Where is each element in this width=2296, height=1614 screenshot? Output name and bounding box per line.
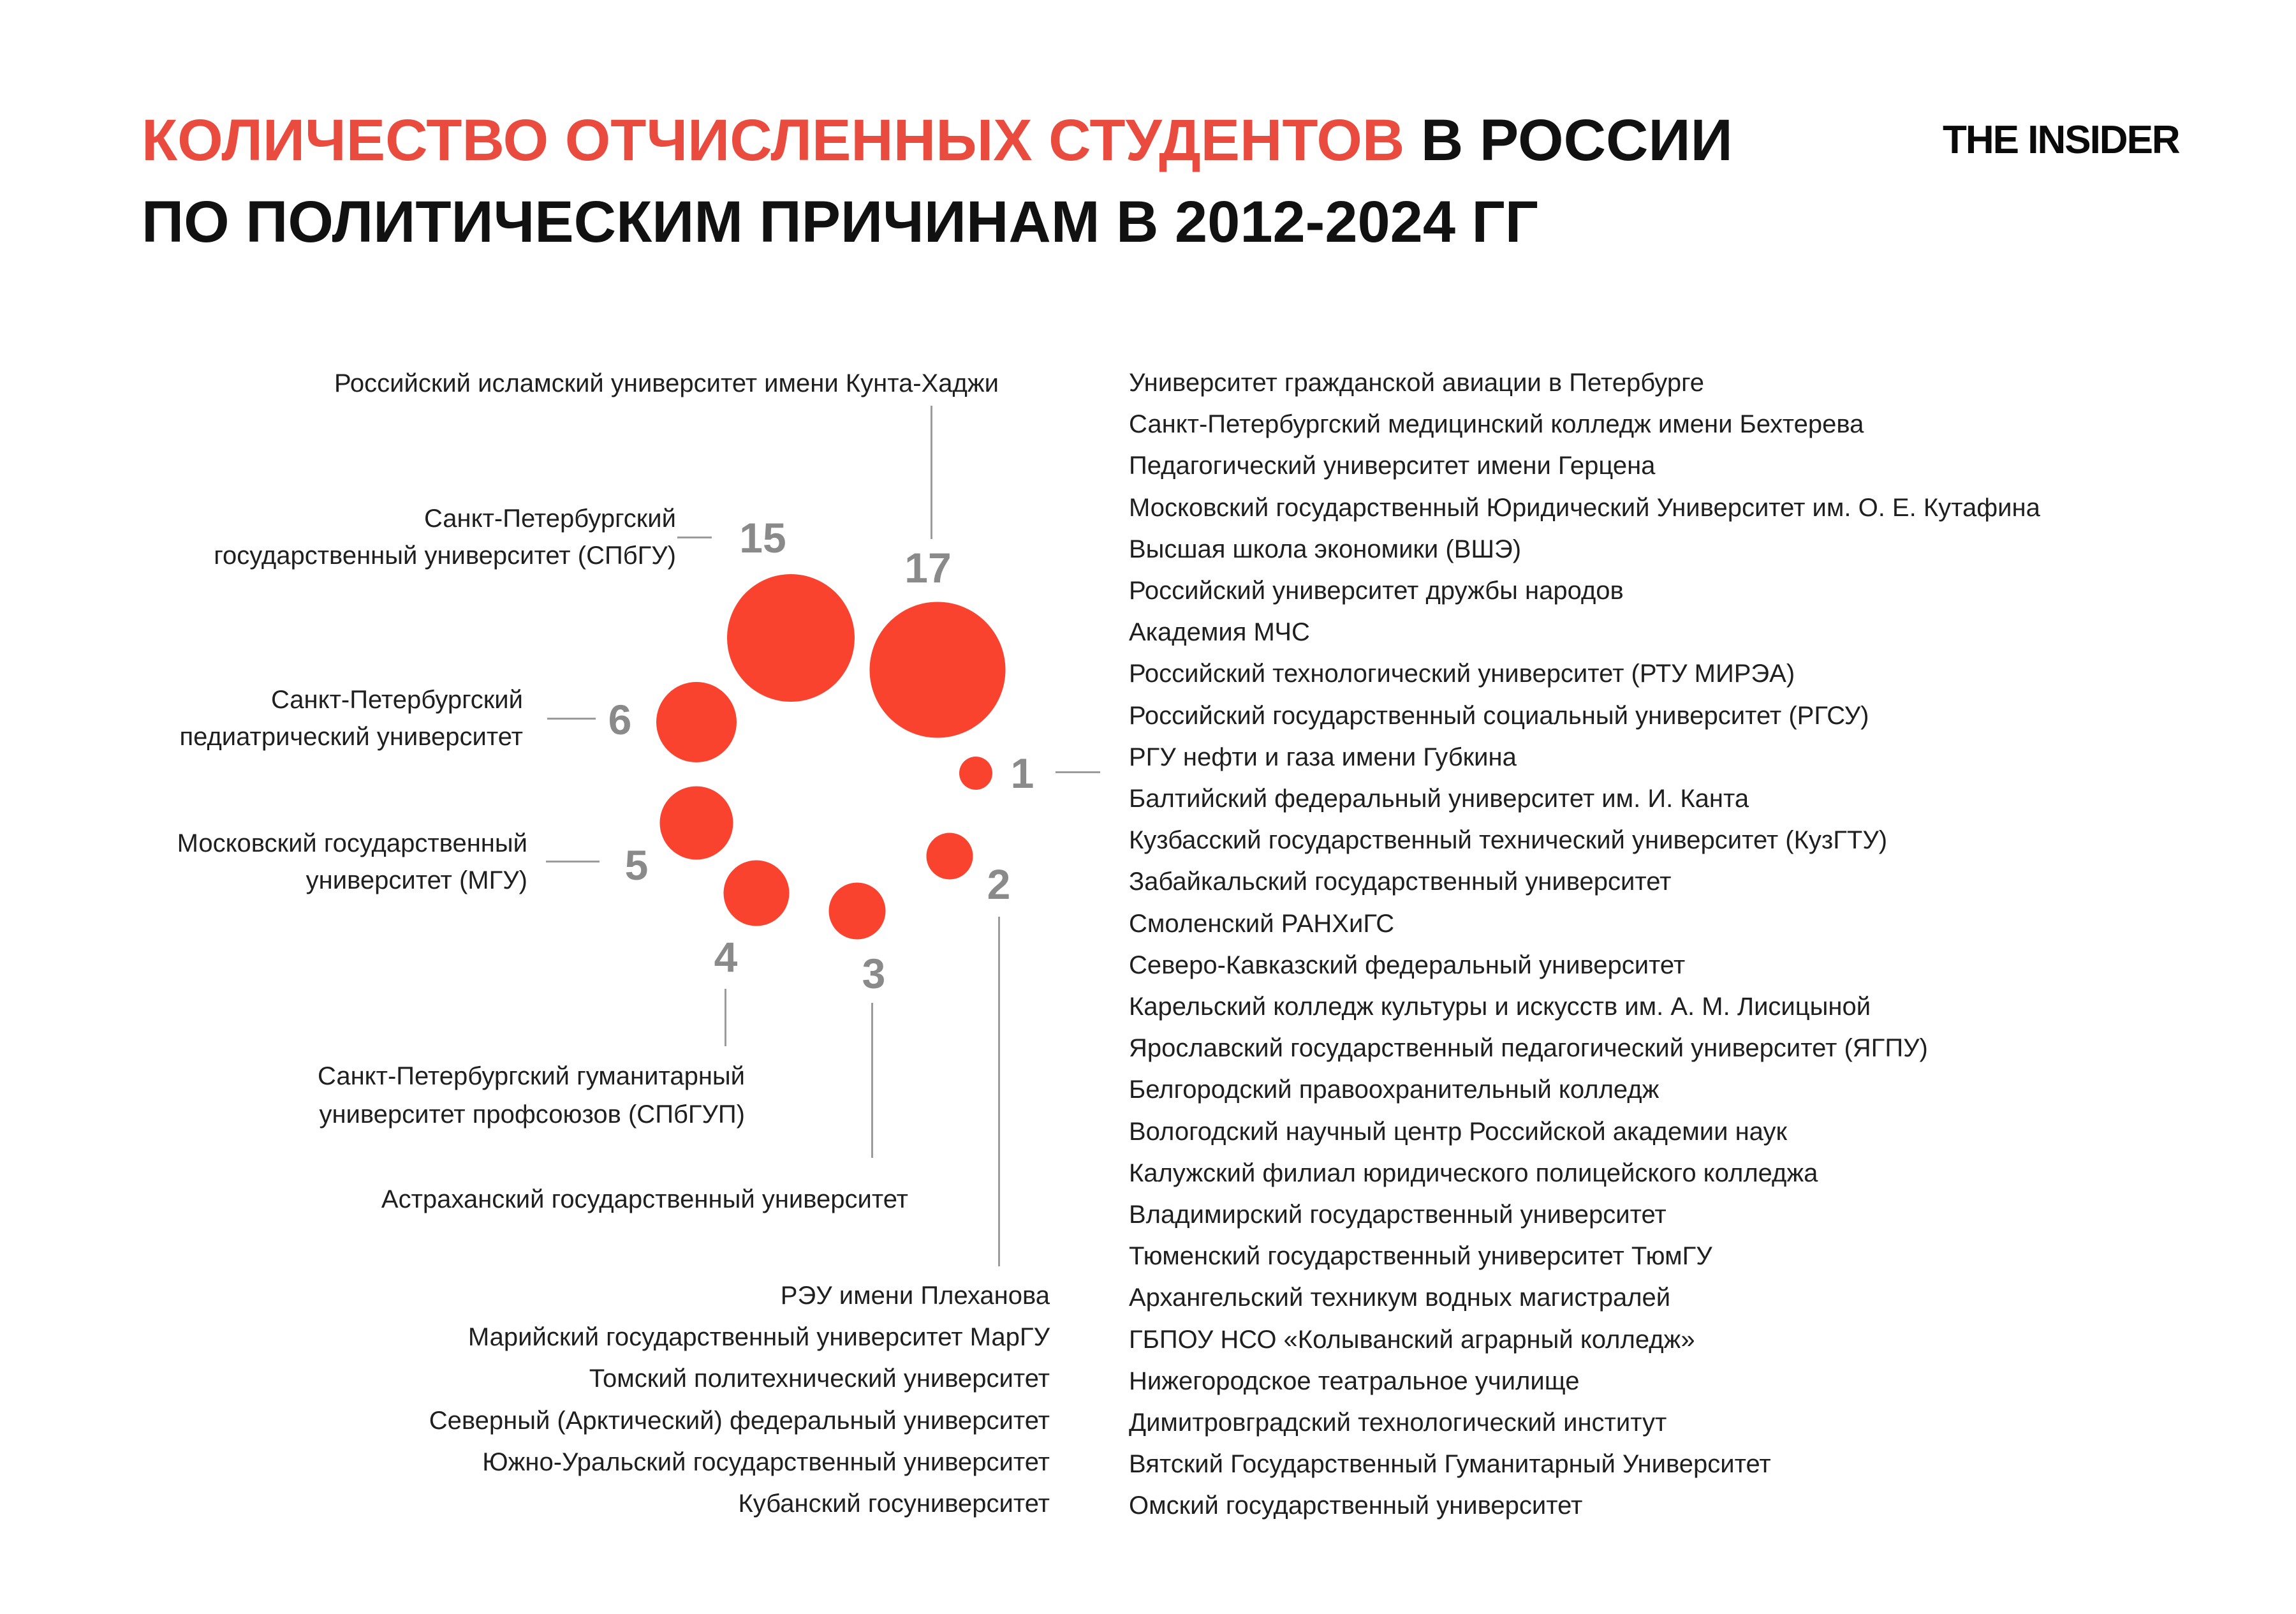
- two-expelled-list: [429, 1275, 1050, 1525]
- list-item: Северо-Кавказский федеральный университет: [1129, 951, 1686, 979]
- list-item: ГБПОУ НСО «Колыванский аграрный колледж»: [1129, 1325, 1695, 1354]
- list-item: Ярославский государственный педагогический университет (ЯГПУ): [1129, 1034, 1928, 1063]
- connector-astrakhan: [871, 1003, 873, 1158]
- connector-msu: [546, 861, 600, 863]
- bubble-value-3: 3: [862, 950, 886, 997]
- list-item: Белгородский правоохранительный колледж: [1129, 1076, 1659, 1104]
- label-spbgu-line1: Санкт-Петербургский: [423, 505, 676, 533]
- connector-one-list: [1056, 771, 1100, 773]
- page-title-line2: ПО ПОЛИТИЧЕСКИМ ПРИЧИНАМ В 2012-2024 ГГ: [142, 189, 1538, 255]
- list-item: Смоленский РАНХиГС: [1129, 909, 1395, 938]
- connector-spbgup: [725, 989, 726, 1046]
- bubble-value-4: 4: [714, 933, 738, 981]
- list-item: Владимирский государственный университет: [1129, 1201, 1667, 1229]
- list-item: Балтийский федеральный университет им. И. Канта: [1129, 785, 1749, 813]
- label-pediatric-line2: педиатрический университет: [179, 723, 523, 751]
- label-spbgup-line2: университет профсоюзов (СПбГУП): [319, 1100, 745, 1129]
- bubble-3: [829, 883, 886, 940]
- bubble-4: [724, 861, 790, 926]
- label-msu-line1: Московский государственный: [177, 829, 527, 857]
- list-item: Кубанский госуниверситет: [738, 1490, 1050, 1518]
- connector-spbgu: [677, 537, 712, 538]
- list-item: Вятский Государственный Гуманитарный Университет: [1129, 1450, 1771, 1479]
- list-item: Санкт-Петербургский медицинский колледж имени Бехтерева: [1129, 410, 1864, 439]
- list-item: Российский технологический университет (РТУ МИРЭА): [1129, 660, 1795, 688]
- label-msu-line2: университет (МГУ): [305, 866, 527, 894]
- list-item: Калужский филиал юридического полицейского колледжа: [1129, 1159, 1818, 1187]
- list-item: Высшая школа экономики (ВШЭ): [1129, 535, 1522, 563]
- list-item: Архангельский техникум водных магистралей: [1129, 1284, 1671, 1312]
- label-kunta-hadzhi: Российский исламский университет имени Кунта-Хаджи: [334, 369, 999, 397]
- page-title: [142, 100, 1733, 263]
- bubble-17: [870, 602, 1006, 738]
- bubble-5: [660, 787, 733, 860]
- list-item: Карельский колледж культуры и искусств им. А. М. Лисицыной: [1129, 993, 1871, 1021]
- label-astrakhan: Астраханский государственный университет: [381, 1185, 908, 1213]
- list-item: Российский университет дружбы народов: [1129, 577, 1624, 605]
- bubble-6: [656, 682, 737, 762]
- bubble-2: [927, 833, 973, 880]
- list-item: Академия МЧС: [1129, 618, 1310, 647]
- list-item: Вологодский научный центр Российской академии наук: [1129, 1117, 1787, 1146]
- label-spbgup-line1: Санкт-Петербургский гуманитарный: [318, 1062, 745, 1090]
- one-expelled-list: [1129, 362, 2040, 1527]
- list-item: РЭУ имени Плеханова: [780, 1282, 1050, 1310]
- connector-kunta-hadzhi: [931, 406, 932, 539]
- label-spbgu-line2: государственный университет (СПбГУ): [214, 542, 676, 570]
- label-pediatric-line1: Санкт-Петербургский: [270, 686, 523, 714]
- list-item: Северный (Арктический) федеральный университет: [429, 1406, 1050, 1435]
- list-item: РГУ нефти и газа имени Губкина: [1129, 743, 1517, 771]
- the-insider-logo: THE INSIDER: [1943, 118, 2179, 162]
- bubble-value-17: 17: [904, 544, 952, 591]
- page-title-line1: [142, 100, 1733, 181]
- list-item: Томский политехнический университет: [589, 1365, 1050, 1393]
- label-msu: [177, 825, 527, 899]
- list-item: Российский государственный социальный университет (РГСУ): [1129, 701, 1869, 730]
- bubble-value-5: 5: [624, 841, 649, 889]
- list-item: Тюменский государственный университет ТюмГУ: [1129, 1242, 1712, 1271]
- list-item: Кузбасский государственный технический университет (КузГТУ): [1129, 826, 1888, 855]
- label-spbgup: [318, 1057, 745, 1134]
- bubble-value-1: 1: [1010, 750, 1034, 797]
- connector-two-list: [998, 917, 1000, 1266]
- list-item: Нижегородское театральное училище: [1129, 1366, 1580, 1395]
- list-item: Омский государственный университет: [1129, 1492, 1583, 1520]
- page-title-highlight: КОЛИЧЕСТВО ОТЧИСЛЕННЫХ СТУДЕНТОВ: [142, 108, 1405, 173]
- list-item: Университет гражданской авиации в Петербурге: [1129, 369, 1705, 397]
- bubble-15: [727, 574, 855, 702]
- bubble-1: [959, 757, 992, 790]
- list-item: Марийский государственный университет МарГУ: [467, 1323, 1050, 1352]
- list-item: Южно-Уральский государственный университет: [482, 1447, 1050, 1476]
- list-item: Московский государственный Юридический Университет им. О. Е. Кутафина: [1129, 493, 2040, 522]
- list-item: Педагогический университет имени Герцена: [1129, 452, 1656, 480]
- bubble-value-15: 15: [739, 514, 786, 561]
- list-item: Забайкальский государственный университет: [1129, 868, 1672, 896]
- bubble-value-2: 2: [987, 861, 1011, 908]
- connector-pediatric: [547, 718, 596, 720]
- page-title-rest: В РОССИИ: [1404, 108, 1733, 173]
- label-pediatric: [179, 681, 523, 755]
- label-spbgu: [214, 500, 676, 574]
- bubble-value-6: 6: [608, 696, 632, 743]
- list-item: Димитровградский технологический институт: [1129, 1409, 1667, 1437]
